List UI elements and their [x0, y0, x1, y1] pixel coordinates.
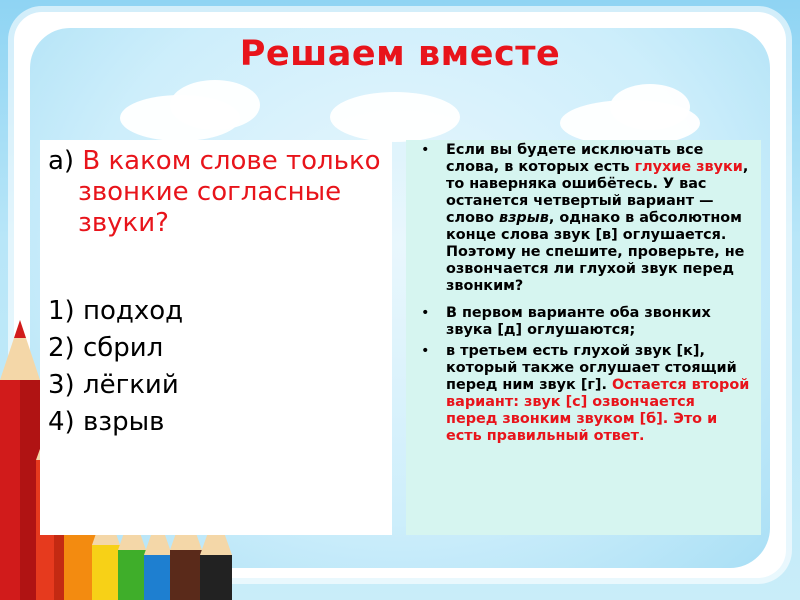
- page-title: Решаем вместе: [239, 34, 561, 74]
- option-item: 2) сбрил: [48, 333, 164, 363]
- explanation-text: Если вы будете исключать все слова, в которых есть: [446, 142, 704, 175]
- explanation-item: • В первом варианте оба звонких звука [д] оглушаются;: [446, 305, 751, 339]
- answer-options: [48, 293, 384, 441]
- cloud-shape: [330, 92, 460, 142]
- option-item: 3) лёгкий: [48, 370, 179, 400]
- cloud-shape: [610, 84, 690, 130]
- question-prefix: а): [48, 146, 83, 176]
- explanation-text: в третьем есть глухой звук [к], который также оглушает стоящий перед ним звук [г].: [446, 343, 737, 393]
- cloud-shape: [170, 80, 260, 130]
- explanation-item: [446, 142, 751, 295]
- question-panel: [40, 140, 392, 535]
- explanation-panel: [406, 140, 761, 535]
- question-text: В каком слове только звонкие согласные звуки?: [78, 146, 381, 238]
- option-item: 1) подход: [48, 296, 184, 326]
- explanation-item: [446, 343, 751, 445]
- explanation-text: , однако в абсолютном конце слова звук [в] оглушается. Поэтому не спешите, проверьте, не озвончается ли глухой звук перед звонким?: [446, 210, 745, 294]
- explanation-list: [416, 142, 751, 445]
- explanation-text: , то наверняка ошибётесь. У вас останется четвертый вариант — слово: [446, 159, 749, 226]
- explanation-highlight: глухие звуки: [634, 159, 743, 175]
- explanation-highlight: Остается второй вариант: звук [с] озвончается перед звонким звуком [б]. Это и есть правильный ответ.: [446, 377, 750, 444]
- explanation-italic-word: взрыв: [498, 210, 549, 226]
- option-item: 4) взрыв: [48, 407, 165, 437]
- question: [48, 146, 384, 239]
